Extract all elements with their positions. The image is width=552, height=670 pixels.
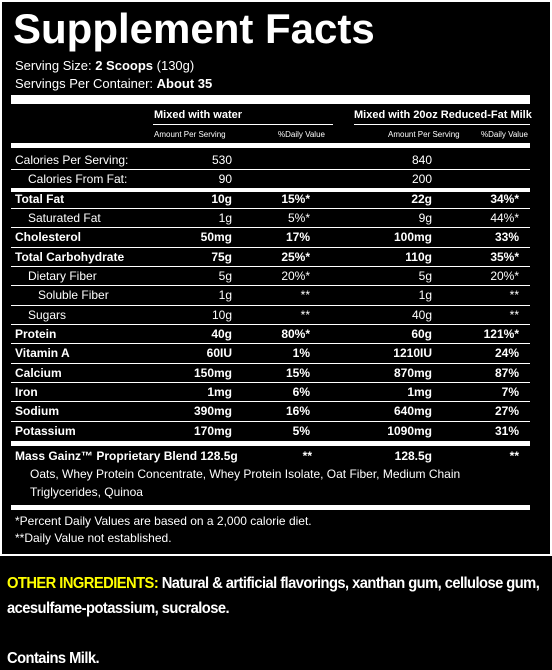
blend-dv-water: ** xyxy=(302,449,312,463)
dv-water: 1% xyxy=(292,346,310,361)
nutrient-name: Sodium xyxy=(15,404,59,419)
row-divider xyxy=(11,266,530,267)
dv-milk: ** xyxy=(509,307,519,322)
dv-water: 17% xyxy=(285,230,310,245)
nutrient-name: Dietary Fiber xyxy=(28,268,97,283)
dv-water: 25%* xyxy=(281,249,310,264)
amount-milk: 110g xyxy=(405,249,432,264)
amount-water: 10g xyxy=(211,191,232,206)
header-rule-left xyxy=(153,124,333,125)
row-divider xyxy=(11,285,530,286)
amount-milk: 640mg xyxy=(393,404,432,419)
pct-daily-value-1: %Daily Value xyxy=(278,130,325,139)
thick-rule-bottom xyxy=(11,505,530,510)
amount-water: 10g xyxy=(211,307,232,322)
dv-water: 80%* xyxy=(281,326,310,341)
dv-water: ** xyxy=(300,307,310,322)
amount-water: 1mg xyxy=(207,384,232,399)
rule-under-headers xyxy=(11,143,530,148)
dv-water: 15% xyxy=(285,365,310,380)
row-divider xyxy=(11,382,530,383)
dv-milk: 31% xyxy=(494,423,519,438)
amount-milk: 870mg xyxy=(393,365,432,380)
dv-milk: 34%* xyxy=(490,191,519,206)
dv-water: 5%* xyxy=(287,210,310,225)
dv-milk: 121%* xyxy=(483,326,519,341)
row-divider xyxy=(11,324,530,325)
blend-dv-milk: ** xyxy=(509,449,519,463)
amount-milk: 1090mg xyxy=(387,423,432,438)
amount-water: 60IU xyxy=(206,346,232,361)
amount-per-serving-2: Amount Per Serving xyxy=(388,130,460,139)
other-ingredients-text-1: Natural & artificial flavorings, xanthan gum, cellulose gum, xyxy=(161,575,540,592)
amount-milk: 200 xyxy=(411,172,432,187)
blend-name: Mass Gainz™ Proprietary Blend 128.5g xyxy=(15,449,238,463)
amount-milk: 60g xyxy=(411,326,432,341)
row-divider xyxy=(11,401,530,402)
servings-label: Servings Per Container: xyxy=(15,76,154,91)
row-divider xyxy=(11,188,530,192)
thick-rule-top xyxy=(11,95,530,104)
dv-milk: ** xyxy=(509,288,519,303)
serving-size-label: Serving Size: xyxy=(15,58,92,73)
other-ingredients xyxy=(7,576,539,592)
amount-milk: 1g xyxy=(418,288,432,303)
nutrient-name: Calories Per Serving: xyxy=(15,153,129,167)
amount-milk: 40g xyxy=(411,307,432,322)
footnote-daily-values: *Percent Daily Values are based on a 2,000 calorie diet. xyxy=(15,514,312,528)
blend-ingredients-line-2: Triglycerides, Quinoa xyxy=(30,485,143,499)
blend-ingredients-line-1: Oats, Whey Protein Concentrate, Whey Protein Isolate, Oat Fiber, Medium Chain xyxy=(30,467,461,481)
amount-milk: 1210IU xyxy=(393,346,432,361)
row-divider xyxy=(11,208,530,209)
row-divider xyxy=(11,247,530,248)
other-ingredients-label: OTHER INGREDIENTS: xyxy=(7,575,159,592)
other-ingredients-text-2: acesulfame-potassium, sucralose. xyxy=(7,600,230,617)
amount-water: 530 xyxy=(211,153,232,167)
amount-water: 40g xyxy=(211,326,232,341)
dv-milk: 24% xyxy=(494,346,519,361)
nutrient-name: Calcium xyxy=(15,365,62,380)
amount-per-serving-1: Amount Per Serving xyxy=(154,130,226,139)
row-divider xyxy=(11,343,530,344)
nutrient-name: Potassium xyxy=(15,423,76,438)
nutrient-name: Protein xyxy=(15,326,57,341)
dv-milk: 27% xyxy=(494,404,519,419)
dv-water: 6% xyxy=(292,384,310,399)
nutrient-name: Iron xyxy=(15,384,38,399)
amount-water: 50mg xyxy=(200,230,232,245)
amount-milk: 22g xyxy=(411,191,432,206)
dv-milk: 44%* xyxy=(490,210,519,225)
allergen-statement: Contains Milk. xyxy=(7,650,100,667)
serving-size-grams: (130g) xyxy=(156,58,195,73)
nutrient-name: Saturated Fat xyxy=(28,210,101,225)
servings-per-container xyxy=(15,77,212,90)
amount-milk: 100mg xyxy=(393,230,432,245)
dv-milk: 87% xyxy=(494,365,519,380)
amount-water: 170mg xyxy=(193,423,232,438)
footnote-not-established: **Daily Value not established. xyxy=(15,531,172,545)
dv-milk: 7% xyxy=(501,384,519,399)
serving-size-value: 2 Scoops xyxy=(95,58,154,73)
amount-water: 1g xyxy=(218,210,232,225)
amount-water: 150mg xyxy=(193,365,232,380)
nutrient-name: Calories From Fat: xyxy=(28,172,128,187)
serving-size xyxy=(15,59,194,72)
amount-milk: 840 xyxy=(411,153,432,167)
dv-water: ** xyxy=(300,288,310,303)
dv-milk: 20%* xyxy=(490,268,519,283)
amount-water: 1g xyxy=(218,288,232,303)
nutrient-name: Sugars xyxy=(28,307,67,322)
row-divider xyxy=(11,421,530,422)
nutrient-name: Cholesterol xyxy=(15,230,82,245)
amount-water: 90 xyxy=(218,172,232,187)
header-rule-right xyxy=(354,124,530,125)
amount-water: 75g xyxy=(211,249,232,264)
row-divider xyxy=(11,227,530,228)
column-header-water: Mixed with water xyxy=(154,109,243,121)
dv-water: 16% xyxy=(285,404,310,419)
amount-water: 390mg xyxy=(193,404,232,419)
amount-milk: 5g xyxy=(418,268,432,283)
dv-water: 15%* xyxy=(281,191,310,206)
nutrient-name: Total Fat xyxy=(15,191,65,206)
panel-title: Supplement Facts xyxy=(13,5,375,52)
blend-amount-milk: 128.5g xyxy=(394,449,432,463)
dv-milk: 33% xyxy=(494,230,519,245)
nutrient-name: Vitamin A xyxy=(15,346,70,361)
row-divider xyxy=(11,363,530,364)
amount-water: 5g xyxy=(218,268,232,283)
column-header-milk: Mixed with 20oz Reduced-Fat Milk xyxy=(354,109,532,121)
row-divider xyxy=(11,305,530,306)
amount-milk: 9g xyxy=(418,210,432,225)
dv-water: 20%* xyxy=(281,268,310,283)
servings-value: About 35 xyxy=(156,76,213,91)
amount-milk: 1mg xyxy=(407,384,432,399)
nutrient-name: Total Carbohydrate xyxy=(15,249,125,264)
row-divider xyxy=(11,169,530,170)
thick-rule-blend xyxy=(11,441,530,446)
dv-water: 5% xyxy=(292,423,310,438)
dv-milk: 35%* xyxy=(490,249,519,264)
pct-daily-value-2: %Daily Value xyxy=(481,130,528,139)
nutrient-name: Soluble Fiber xyxy=(38,288,109,303)
